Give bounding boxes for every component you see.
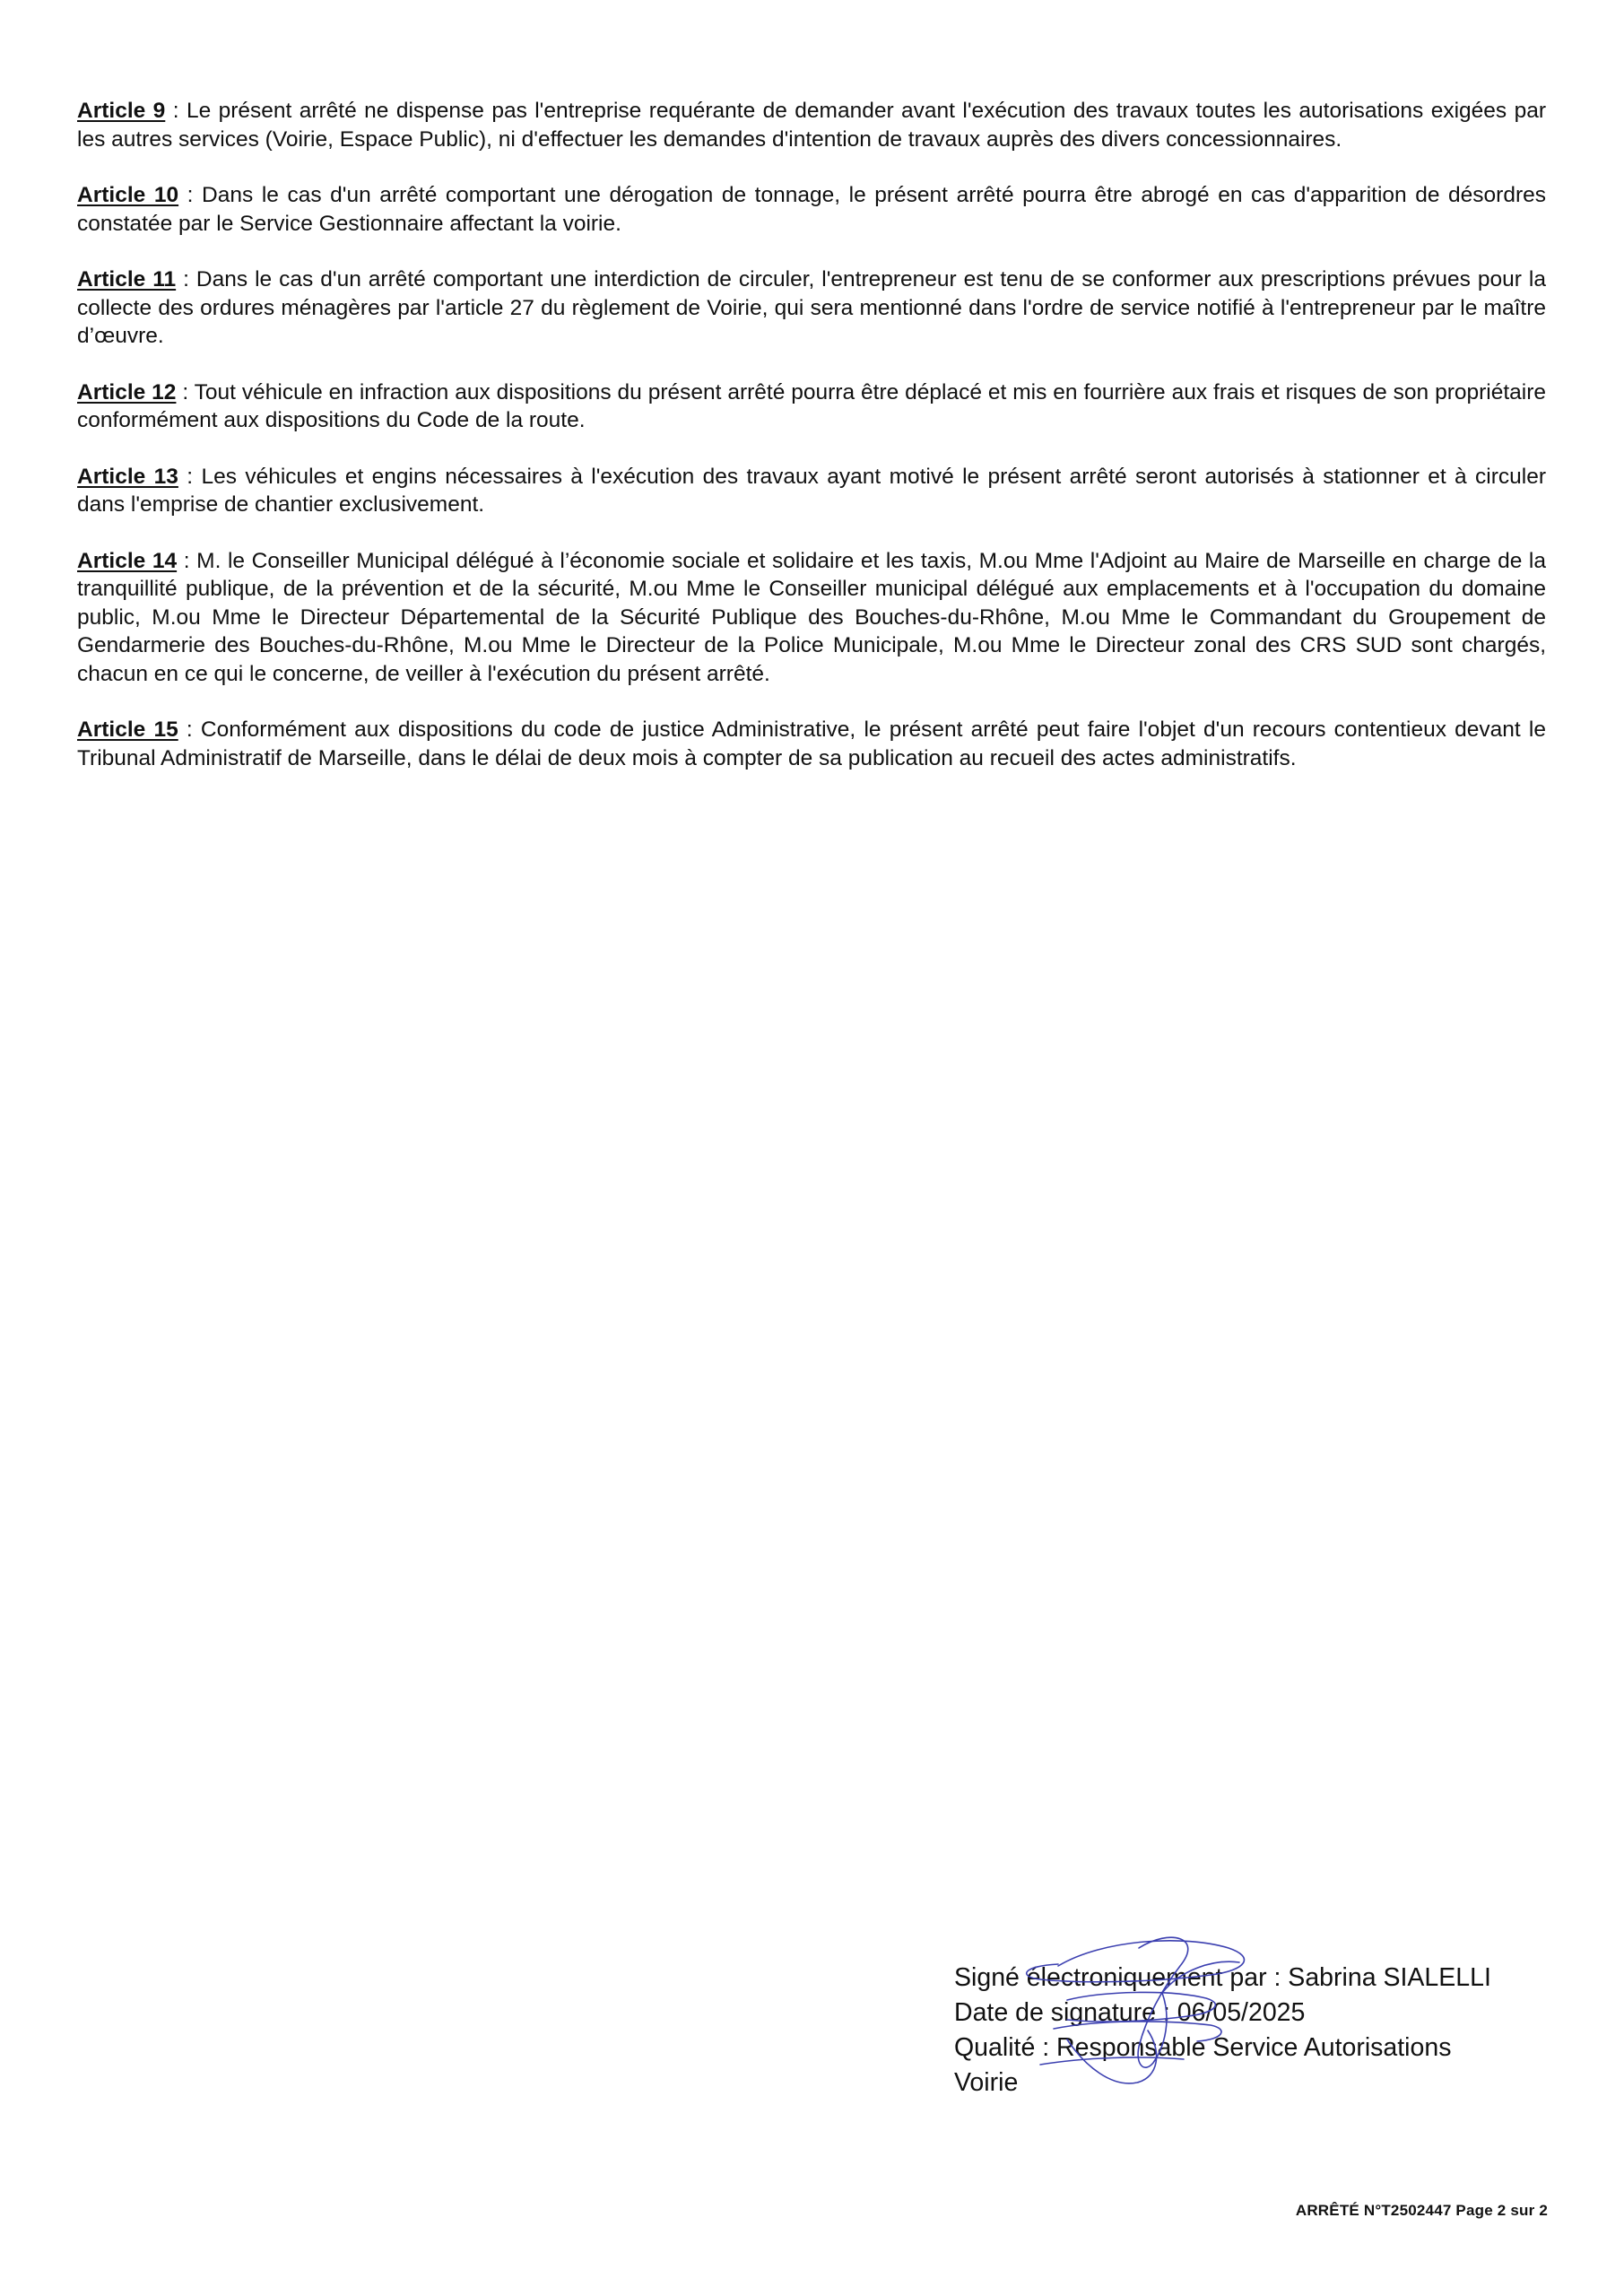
article-text: : M. le Conseiller Municipal délégué à l’économie sociale et solidaire et les taxis, M.ou Mme l'Adjoint au Maire de Marseille en charge de la tranquillité publique, de la prévention et de la sécurité, M.ou Mme le Conseiller municipal délégué aux emplacements et à l'occupation du domaine public, M.ou Mme le Directeur Départemental de la Sécurité Publique des Bouches-du-Rhône, M.ou Mme le Commandant du Groupement de Gendarmerie des Bouches-du-Rhône, M.ou Mme le Directeur de la Police Municipale, M.ou Mme le Directeur zonal des CRS SUD sont chargés, chacun en ce qui le concerne, de veiller à l'exécution du présent arrêté.: [77, 548, 1547, 686]
page-footer-reference: ARRÊTÉ N°T2502447 Page 2 sur 2: [1295, 2202, 1548, 2219]
electronic-signature-block: [954, 1961, 1573, 2100]
article-label: Article 10: [77, 183, 179, 207]
article-label: Article 14: [77, 548, 178, 573]
article-text: : Dans le cas d'un arrêté comportant une dérogation de tonnage, le présent arrêté pourra être abrogé en cas d'apparition de désordres constatée par le Service Gestionnaire affectant la voirie.: [77, 183, 1547, 236]
signed-by-line: Signé électroniquement par : Sabrina SIALELLI: [954, 1963, 1491, 1992]
article-label: Article 12: [77, 379, 177, 404]
article-label: Article 15: [77, 718, 178, 742]
article-text: : Le présent arrêté ne dispense pas l'entreprise requérante de demander avant l'exécution des travaux toutes les autorisations exigées par les autres services (Voirie, Espace Public), ni d'effectuer les demandes d'intention de travaux auprès des divers concessionnaires.: [77, 99, 1546, 152]
article-label: Article 9: [77, 99, 166, 123]
article-15: [77, 716, 1546, 772]
article-14: [77, 547, 1546, 689]
article-label: Article 11: [77, 267, 177, 291]
signatory-quality-line: Qualité : Responsable Service Autorisations: [954, 2033, 1452, 2062]
signature-date-line: Date de signature : 06/05/2025: [954, 1998, 1306, 2027]
articles-section: [77, 97, 1546, 800]
article-9: [77, 97, 1546, 153]
signatory-quality-continuation: Voirie: [954, 2068, 1019, 2097]
article-text: : Conformément aux dispositions du code de justice Administrative, le présent arrêté peut faire l'objet d'un recours contentieux devant le Tribunal Administratif de Marseille, dans le délai de deux mois à compter de sa publication au recueil des actes administratifs.: [77, 718, 1546, 770]
article-text: : Dans le cas d'un arrêté comportant une interdiction de circuler, l'entrepreneur est tenu de se conformer aux prescriptions prévues pour la collecte des ordures ménagères par l'article 27 du règlement de Voirie, qui sera mentionné dans l'ordre de service notifié à l'entrepreneur par le maître d’œuvre.: [77, 267, 1546, 348]
article-label: Article 13: [77, 464, 178, 489]
article-10: [77, 181, 1546, 238]
article-text: : Les véhicules et engins nécessaires à l'exécution des travaux ayant motivé le présent arrêté seront autorisés à stationner et à circuler dans l'emprise de chantier exclusivement.: [77, 464, 1547, 517]
article-12: [77, 378, 1546, 435]
article-text: : Tout véhicule en infraction aux dispositions du présent arrêté pourra être déplacé et mis en fourrière aux frais et risques de son propriétaire conformément aux dispositions du Code de la route.: [77, 379, 1547, 432]
article-13: [77, 463, 1546, 519]
article-11: [77, 265, 1546, 351]
